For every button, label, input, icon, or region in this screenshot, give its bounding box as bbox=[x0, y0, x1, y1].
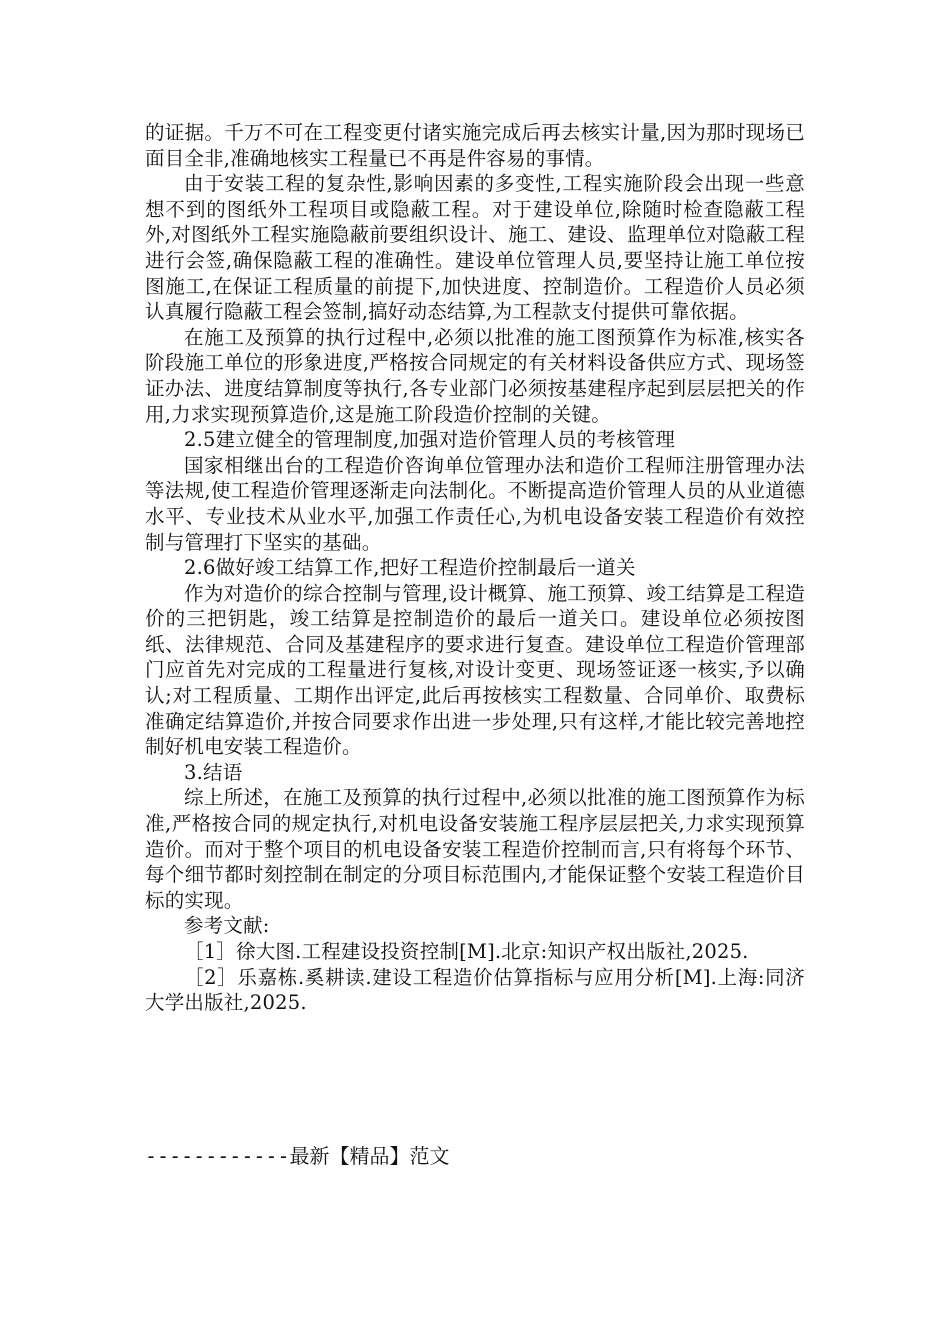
paragraph: 在施工及预算的执行过程中,必须以批准的施工图预算作为标准,核实各阶段施工单位的形象进度,严格按合同规定的有关材料设备供应方式、现场签证办法、进度结算制度等执行,各专业部门必须按基建程序起到层层把关的作用,力求实现预算造价,这是施工阶段造价控制的关键。 bbox=[145, 325, 805, 426]
section-heading: 2.6做好竣工结算工作,把好工程造价控制最后一道关 bbox=[184, 556, 636, 580]
footer-dashes: ------------ bbox=[145, 1144, 290, 1168]
footer-title: 最新【精品】范文 bbox=[289, 1144, 450, 1168]
paragraph: 由于安装工程的复杂性,影响因素的多变性,工程实施阶段会出现一些意想不到的图纸外工程项目或隐蔽工程。对于建设单位,除随时检查隐蔽工程外,对图纸外工程实施隐蔽前要组织设计、施工、建设、监理单位对隐蔽工程进行会签,确保隐蔽工程的准确性。建设单位管理人员,要坚持让施工单位按图施工,在保证工程质量的前提下,加快进度、控制造价。工程造价人员必须认真履行隐蔽工程会签制,搞好动态结算,为工程款支付提供可靠依据。 bbox=[145, 172, 805, 324]
paragraph: 作为对造价的综合控制与管理,设计概算、施工预算、竣工结算是工程造价的三把钥匙，竣工结算是控制造价的最后一道关口。建设单位必须按图纸、法律规范、合同及基建程序的要求进行复查。建设单位工程造价管理部门应首先对完成的工程量进行复核,对设计变更、现场签证逐一核实,予以确认;对工程质量、工期作出评定,此后再按核实工程数量、合同单价、取费标准确定结算造价,并按合同要求作出进一步处理,只有这样,才能比较完善地控制好机电安装工程造价。 bbox=[145, 581, 805, 759]
document-body bbox=[145, 120, 805, 1016]
footer bbox=[145, 1142, 450, 1170]
section-heading: 3.结语 bbox=[184, 760, 243, 784]
reference-item: ［1］徐大图.工程建设投资控制[M].北京:知识产权出版社,2025. bbox=[184, 940, 749, 963]
paragraph: 的证据。千万不可在工程变更付诸实施完成后再去核实计量,因为那时现场已面目全非,准确地核实工程量已不再是件容易的事情。 bbox=[145, 121, 805, 170]
references-title: 参考文献: bbox=[184, 914, 270, 938]
paragraph: 国家相继出台的工程造价咨询单位管理办法和造价工程师注册管理办法等法规,使工程造价管理逐渐走向法制化。不断提高造价管理人员的从业道德水平、专业技术从业水平,加强工作责任心,为机电设备安装工程造价有效控制与管理打下坚实的基础。 bbox=[145, 453, 805, 554]
reference-item: ［2］乐嘉栋.奚耕读.建设工程造价估算指标与应用分析[M].上海:同济大学出版社,2025. bbox=[145, 965, 805, 1015]
paragraph: 综上所述，在施工及预算的执行过程中,必须以批准的施工图预算作为标准,严格按合同的规定执行,对机电设备安装施工程序层层把关,力求实现预算造价。而对于整个项目的机电设备安装工程造价控制而言,只有将每个环节、每个细节都时刻控制在制定的分项目标范围内,才能保证整个安装工程造价目标的实现。 bbox=[145, 786, 805, 912]
section-heading: 2.5建立健全的管理制度,加强对造价管理人员的考核管理 bbox=[184, 428, 676, 452]
